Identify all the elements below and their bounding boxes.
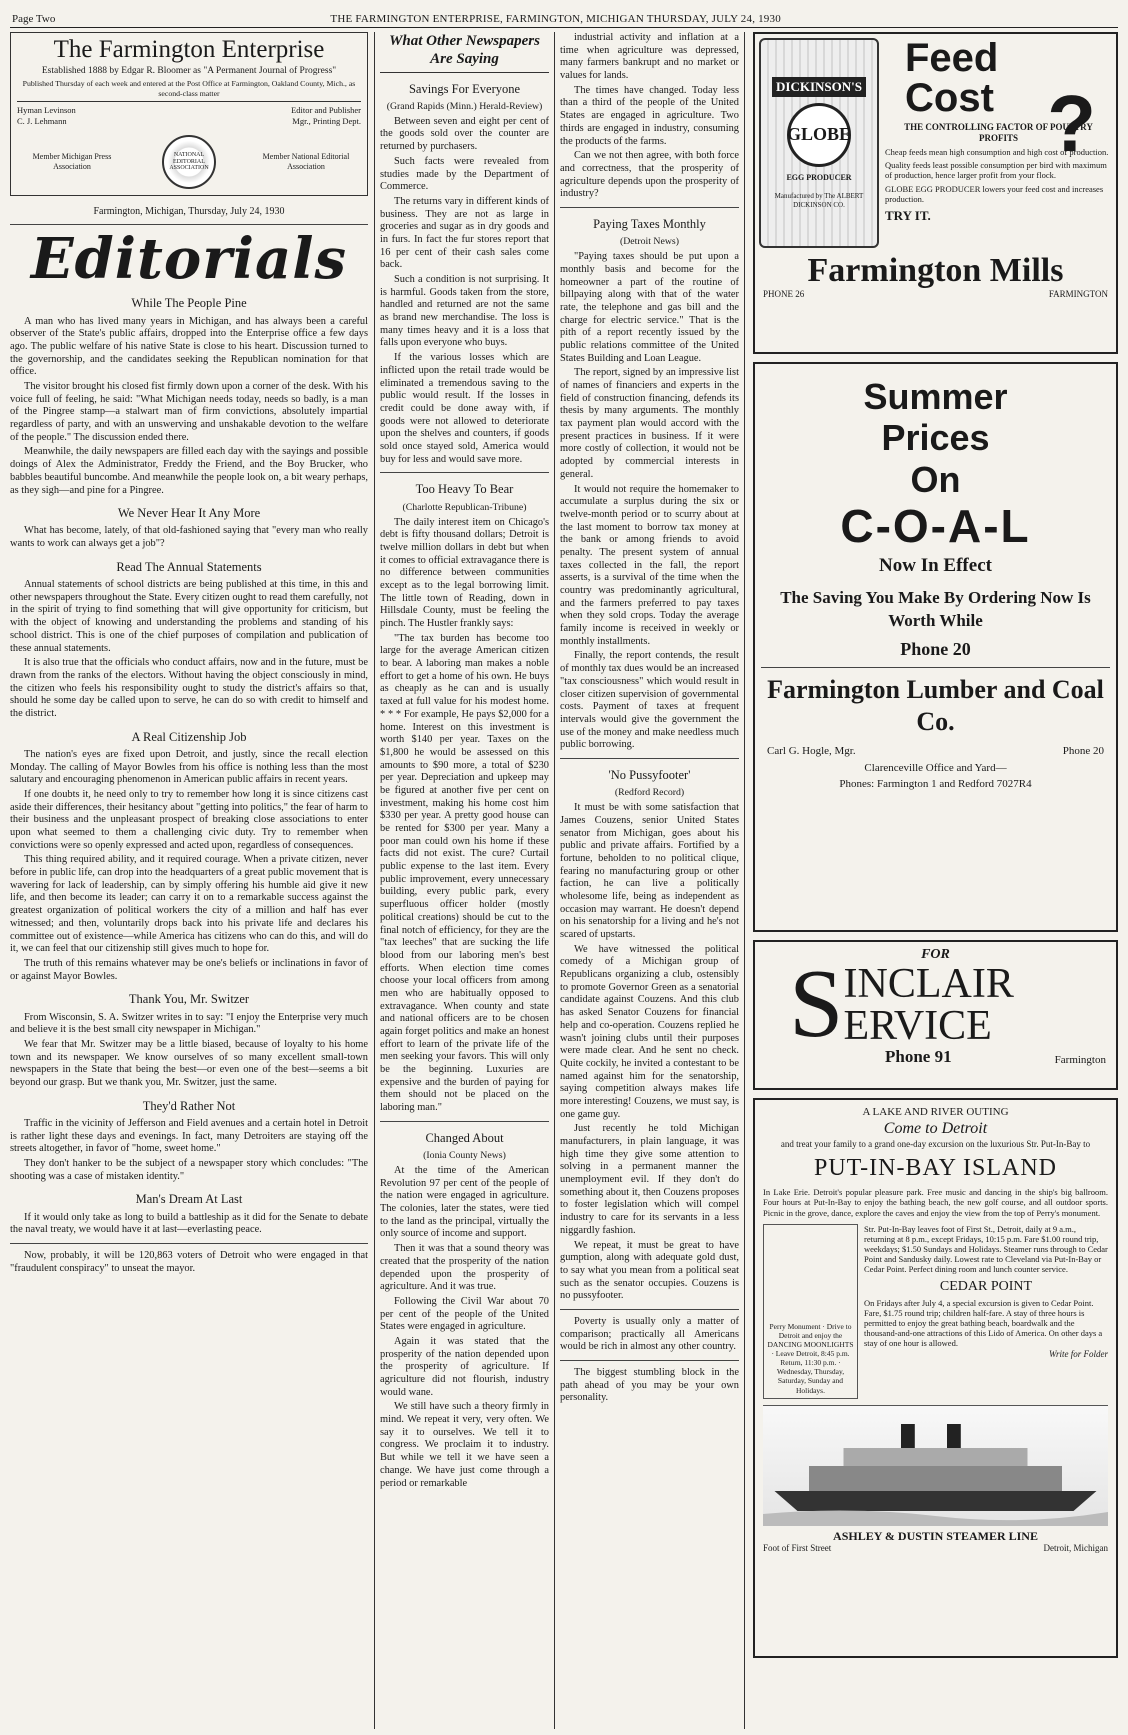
can-brand: DICKINSON'S (772, 77, 866, 97)
headline: Man's Dream At Last (135, 1192, 243, 1207)
masthead-established: Established 1888 by Edgar R. Bloomer as "A Permanent Journal of Progress" (41, 65, 337, 76)
paragraph: Poverty is usually only a matter of comparison; practically all Americans would be rich in almost any other country. (560, 1315, 739, 1353)
outing-line: A LAKE AND RIVER OUTING (862, 1106, 1009, 1118)
island-schedule: Str. Put-In-Bay leaves foot of First St., Detroit, daily at 9 a.m., returning at 8 p.m., except Fridays, 10:15 p.m. Fare $1.00 round trip, weekdays; $1.50 Sundays and Holidays. Steamer runs through to Cedar Point and Sandusky daily. Lowest rate to Cleveland via Put-In-Bay or Cedar Point. Perfect dining room and lunch counter service. (864, 1223, 1108, 1275)
headline: Read The Annual Statements (116, 559, 262, 574)
advertisements-column (745, 32, 1118, 1729)
staff-role: Mgr., Printing Dept. (292, 116, 361, 127)
paragraph: Finally, the report contends, the result of monthly tax dues would be an increased "tax consciousness" which would result in closer citizen supervision of governmental costs. Payment of taxes at frequent intervals would give the government the use of the money and make needless much public borrowing. (560, 650, 739, 751)
paragraph: If the various losses which are inflicted upon the retail trade would be eliminated a tremendous saving to the public would result. If the losses in credit could be done away with, if goods were not allowed to deteriorate upon the shelves and counters, if goods sold once stayed sold, America would buy for less and would save more. (380, 352, 549, 465)
coal-summer: Summer (863, 376, 1008, 417)
headline: Changed About (425, 1130, 504, 1145)
paragraph: We repeat, it must be great to have gumption, along with adequate gold dust, to say what you mean from a political seat such as the senator occupies. Couzens is no pussyfooter. (560, 1239, 739, 1302)
coal-office: Clarenceville Office and Yard— (864, 762, 1007, 775)
staff-role: Editor and Publisher (291, 105, 361, 116)
coal-word: C-O-A-L (840, 500, 1031, 553)
paragraph: This thing required ability, and it required courage. When a private citizen, never before in public life, can drop into the headquarters of a great public movement that is wavering for lack of leadership, can by simply offering his humble aid give it new life, and then become its leader; can carry it on to a remarkable success against the greatest organization of political workers the city of a million and half has ever witnessed; and then, voluntarily drops back into his private life and declares his committee out of existence—while America has citizens who can do this, and will do it, we can feel that our citizenship still gives much to hope for. (10, 854, 368, 955)
dateline: Farmington, Michigan, Thursday, July 24, 1930 (93, 206, 285, 218)
cost-headline: Cost (905, 76, 994, 120)
paragraph: Annual statements of school districts are being published at this time, in this and other newspapers throughout the State. Every citizen ought to read them carefully, not in the spirit of trying to find something that will give opportunity for criticism, but with the object of knowing and understanding the problems and standing of his school district. This is one of the chief purposes of compilation and publication of these annual statements. (10, 579, 368, 654)
paragraph: Traffic in the vicinity of Jefferson and Field avenues and a certain hotel in Detroit is rather light these days and evenings. In fact, many Detroiters are staying off the streets altogether, in favor of "home, sweet home." (10, 1117, 368, 1155)
feed-text: Quality feeds least possible consumption per bird with maximum of production, hence larger profit from your flock. (885, 160, 1107, 181)
coal-effect: Now In Effect (879, 555, 992, 577)
coal-mgr: Carl G. Hogle, Mgr. (767, 744, 856, 757)
coal-saving: The Saving You Make By Ordering Now Is Worth While (780, 587, 1091, 630)
headline: A Real Citizenship Job (131, 729, 247, 744)
coal-phone-big: Phone 20 (900, 638, 971, 659)
cedar-point: CEDAR POINT (939, 1278, 1033, 1294)
sinclair-word: INCLAIR (843, 961, 1014, 1008)
coal-phones: Phones: Farmington 1 and Redford 7027R4 (839, 777, 1032, 790)
staff-row-2 (17, 116, 361, 127)
staff-name: Hyman Levinson (17, 105, 76, 116)
moonlights-box (763, 1224, 858, 1399)
paragraph: We have witnessed the political comedy of a Michigan group of Republicans organizing a club, ostensibly to promote Governor Green as a senatorial candidate against Couzens. And this club has asked Senator Couzens for financial help and co-operation. Couzens replied he wasn't joining clubs until their purposes were made clear. And he sent no check. Quite cockily, he invited a contestant to be named against him for the senatorship, saying competition always makes life more interesting! Couzens, we must say, is one game guy. (560, 943, 739, 1120)
paragraph: The daily interest item on Chicago's debt is fifty thousand dollars; Detroit is twelve million dollars in debt but when it comes to official extravagance there is no difference between communities except as to the legal borrowing limit. The little town of Reading, down in Hillsdale County, must be feeling the pinch. The Hustler frankly says: (380, 516, 549, 630)
source-credit: (Grand Rapids (Minn.) Herald-Review) (386, 100, 543, 112)
paragraph: Such a condition is not surprising. It is harmful. Goods taken from the store, handled and returned are not the same as brand new merchandise. The loss is many times heavy and it is a loss that falls upon everyone who buys. (380, 274, 549, 349)
source-credit: (Charlotte Republican-Tribune) (402, 501, 527, 513)
steamer-foot: Foot of First Street (763, 1543, 832, 1554)
editorial-column (10, 32, 375, 1729)
farmington-mills: Farmington Mills (807, 252, 1064, 289)
sinclair-s: S (789, 950, 844, 1059)
paragraph: A man who has lived many years in Michigan, and has always been a careful observer of the State's public affairs, dropped into the Enterprise office a few days ago. The public welfare of his native State is close to his heart. Discussion turned to the governorship, and the candidates seeking the Republican nomination for that office. (10, 315, 368, 378)
paragraph: The visitor brought his closed fist firmly down upon a corner of the desk. With his voice full of feeling, he said: "What Michigan needs today, needs so badly, is a man of the Pingree stamp—a stalwart man of firm convictions, absolutely impartial regardless of party, and with an unswerving and unshakable devotion to the welfare of the people." The discussion ended there. (10, 381, 368, 443)
masthead-title: The Farmington Enterprise (53, 36, 325, 63)
try-it: TRY IT. (885, 207, 931, 223)
staff-name: C. J. Lehmann (17, 116, 67, 127)
paragraph: Again it was stated that the prosperity of the nation depended upon the prosperity of agriculture. If agriculture did not flourish, industry would wane. (380, 1335, 549, 1398)
headline: While The People Pine (131, 296, 247, 311)
paragraph: Now, probably, it will be 120,863 voters of Detroit who were engaged in that "fraudulent conspiracy" to unseat the mayor. (10, 1249, 368, 1274)
paragraph: industrial activity and inflation at a time when agriculture was depressed, many farmers bankrupt and no market or values for lands. (560, 32, 739, 82)
page-number: Page Two (12, 13, 56, 25)
headline: Too Heavy To Bear (415, 482, 514, 497)
coal-on: On (910, 458, 961, 500)
island-body: In Lake Erie. Detroit's popular pleasure park. Free music and dancing in the ship's big ballroom. Four hours at Put-In-Bay to enjoy the bathing beach, the new golf course, and all outdoor sports. Picnic in the grove, dance, explore the caves and enjoy the view from the top of Perry's monument. (763, 1187, 1108, 1218)
paragraph: Can we not then agree, with both force and correctness, that the prosperity of agriculture depends upon the prosperity of industry? (560, 150, 739, 200)
folio-bar (10, 8, 1118, 28)
paragraph: What has become, lately, of that old-fashioned saying that "every man who really wants to work can always get a job"? (10, 525, 368, 550)
paragraph: Meanwhile, the daily newspapers are filled each day with the sayings and possible doings of Alex the Administrator, Freddy the Friend, and the Boy Brucker, who babbles beautiful buncombe. And meanwhile the people look on, a bit weary perhaps, as they sigh—and pine for a Pingree. (10, 446, 368, 496)
sinclair-phone: Phone 91 (885, 1047, 952, 1067)
paragraph: It would not require the homemaker to accumulate a surplus during the six or twelve-month period or to scurry about at the last moment to borrow tax money at the bank or among friends to avoid penalty. The present system of annual taxes collected in the fall, the report asserts, is a survival of the time when the country was predominantly agricultural, and the farmers preferred to pay taxes when they sold crops. Today the average family income is received in weekly or monthly installments. (560, 483, 739, 647)
feed-can-illustration (759, 38, 879, 248)
lumber-company: Farmington Lumber and Coal Co. (767, 674, 1104, 737)
paragraph: We still have such a theory firmly in mind. We repeat it very, very often. We say it to ourselves. We tell it to congress. We proclaim it to industry. But while we tell it we have seen a change. We have just come through a period or remarkable (380, 1401, 549, 1489)
paragraph: It must be with some satisfaction that James Couzens, senior United States senator from Michigan, goes about his public and private affairs. Fortified by a fortune, beholden to no political clique, fearing no manufacturing group or other faction, he can live a politically wholesome life, being as independent as occasion may warrant. He doesn't depend on his senatorship for a living and he's not scared of upstarts. (560, 802, 739, 940)
paragraph: If one doubts it, he need only to try to remember how long it is since citizens cast aside their differences, their hesitancy about "getting into politics," the fear of harm to their business and the unpleasant prospect of breaking close associations to enter upon what seemed to them a challenging civic duty. Try to remember when convictions were so openly expressed and acted upon, regardless of consequences. (10, 788, 368, 851)
source-credit: (Ionia County News) (423, 1150, 506, 1162)
put-in-bay-ad (753, 1098, 1118, 1658)
steamer-city: Detroit, Michigan (1043, 1543, 1108, 1554)
paragraph: At the time of the American Revolution 97 per cent of the people of the nation were engaged in agriculture. The colonies, later the states, were tied to the land as the principal, virtually the only source of income and support. (380, 1165, 549, 1240)
mills-phone: PHONE 26 (763, 289, 805, 300)
other-newspapers-column-2 (555, 32, 745, 1729)
masthead-published: Published Thursday of each week and entered at the Post Office at Farmington, Oakland County, Mich., as second-class matter (17, 79, 361, 102)
source-credit: (Redford Record) (614, 787, 685, 799)
associations (17, 135, 361, 189)
paragraph: It is also true that the officials who conduct affairs, now and in the future, must be drawn from the ranks of the electors. Without having the object consciously in mind, the citizen who feels his responsibility ought to study the district's affairs so that, should he some day be called upon to serve, he can do so with credit to himself and the district. (10, 657, 368, 719)
feed-text: Cheap feeds mean high consumption and high cost of production. (885, 146, 1109, 157)
section-heading: What Other Newspapers Are Saying (380, 32, 549, 73)
sinclair-ad (753, 940, 1118, 1090)
assoc-michigan: Member Michigan Press Association (32, 152, 112, 172)
come-detroit: Come to Detroit (883, 1120, 988, 1138)
source-credit: (Detroit News) (619, 236, 680, 248)
island-name: PUT-IN-BAY ISLAND (813, 1154, 1058, 1181)
ship-icon (763, 1406, 1108, 1526)
paragraph: The nation's eyes are fixed upon Detroit, and justly, since the recall election Monday. The calling of Mayor Bowles from his office is nothing less than the most salutary and encouraging phenomenon in American public affairs in recent years. (10, 748, 368, 786)
paragraph: The biggest stumbling block in the path ahead of you may be your own personality. (560, 1367, 739, 1404)
coal-prices: Prices (881, 417, 990, 459)
headline: Thank You, Mr. Switzer (128, 992, 250, 1007)
paragraph: From Wisconsin, S. A. Switzer writes in to say: "I enjoy the Enterprise very much and believe it is the best small city newspaper in Michigan." (10, 1011, 368, 1036)
headline: 'No Pussyfooter' (608, 767, 691, 782)
feed-text: GLOBE EGG PRODUCER lowers your feed cost and increases production. (885, 183, 1104, 204)
headline: Savings For Everyone (408, 81, 521, 96)
feed-headline: Feed (905, 36, 999, 80)
paragraph: "Paying taxes should be put upon a monthly basis and become for the homeowner a part of the routine of billpaying along with that of the water rate, the telephone and gas bill and the charge for electric service." That is the pith of a report recently issued by the public relations committee of the United States Building and Loan League. (560, 251, 739, 364)
sinclair-town: Farmington (1054, 1054, 1106, 1067)
feed-cost-ad (753, 32, 1118, 354)
paragraph: The times have changed. Today less than a third of the people of the United States are engaged in agriculture. Two thirds are engaged in industry, consuming the products of the farms. (560, 84, 739, 147)
sinclair-for: FOR (921, 947, 950, 962)
steamer-line: ASHLEY & DUSTIN STEAMER LINE (833, 1528, 1038, 1543)
coal-phone: Phone 20 (1062, 744, 1104, 757)
folder-link: Write for Folder (1049, 1348, 1108, 1359)
paragraph: Then it was that a sound theory was created that the prosperity of the nation depended upon the prosperity of agriculture. And it was true. (380, 1243, 549, 1293)
paragraph: If it would only take as long to build a battleship as it did for the Senate to debate the naval treaty, we would have it at last—everlasting peace. (10, 1211, 368, 1236)
paragraph: The truth of this remains whatever may be one's beliefs or inclinations in favor of or against Mayor Bowles. (10, 957, 368, 982)
headline: They'd Rather Not (142, 1098, 236, 1113)
headline: Paying Taxes Monthly (593, 216, 706, 231)
question-mark-icon: ? (1047, 79, 1096, 168)
assoc-national: Member National Editorial Association (262, 152, 350, 172)
paragraph: Following the Civil War about 70 per cent of the people of the United States were engaged in agriculture. (380, 1295, 549, 1333)
moonlights-text: Perry Monument · Drive to Detroit and enjoy the DANCING MOONLIGHTS · Leave Detroit, 8:45 p.m. Return, 11:30 p.m. · Wednesday, Thursday, Saturday, Sunday and Holidays. (767, 1321, 854, 1395)
paragraph: Between seven and eight per cent of the goods sold over the counter are returned by purchasers. (380, 115, 549, 153)
paragraph: Just recently he told Michigan manufacturers, in plain language, it was high time they give some attention to solving in a permanent manner the unemployment evil. If they don't do something about it, then Couzens proposes to foster legislation which will compel industry to care for its servants in a less niggardly fashion. (560, 1123, 739, 1236)
cedar-text: On Fridays after July 4, a special excursion is given to Cedar Point. Fare, $1.75 round trip; children half-fare. A stay of three hours is permitted to enjoy the great bathing beach, boardwalk and the thousand-and-one attractions of this Lido of America. On other days a stay of one hour is allowed. (864, 1297, 1103, 1349)
headline: We Never Hear It Any More (117, 506, 261, 521)
staff-row-1 (17, 105, 361, 116)
paragraph: They don't hanker to be the subject of a newspaper story which concludes: "The shooting was a case of mistaken identity." (10, 1157, 368, 1182)
paragraph: "The tax burden has become too large for the average American citizen to bear. A laboring man makes a noble effort to get a home of his own. He buys as cheaply as he can and is usually taxed at full value for his modest home. * * * For example, He pays $2,000 for a home. Interest on this investment is worth $140 per year. Taxes on the $1,800 he would be assessed on this amounts to $90 more, a total of $230 per year. Depreciation and upkeep may be figured at another five per cent on investment, making his home cost him $330 per year. A pretty good house can be rented for $300 per year. Many a poor man could own his home if these facts did not exist. The cure? Curtail public expense to the last item. Every public improvement, every unnecessary building, every public park, every superfluous officer holder (mostly political creations) should be cut to the final notch of efficiency, for they are the "tax leeches" that are sucking the life blood from our laboring men's best efforts. When election time comes choose your local officers from among men who are habitually opposed to extravagance. When county and state and national officers are to be chosen again forget politics and make an honest effort to learn of the private life of the men seeking your favors. This will only be the beginning. Luxuries are expensive and the burden of paying for them should not be placed on the laboring man." (380, 632, 549, 1114)
globe-icon: GLOBE (787, 103, 851, 167)
paragraph: We fear that Mr. Switzer may be a little biased, because of loyalty to his home town and its newspaper. We know ourselves of so many excellent small-town newspapers in the State that being the best—or even one of the best—seems a bit beyond our grasp. But we thank you, Mr. Switzer, just the same. (10, 1038, 368, 1088)
can-maker: Manufactured by The ALBERT DICKINSON CO. (774, 192, 864, 209)
treat-family: and treat your family to a grand one-day excursion on the luxurious Str. Put-In-Bay to (780, 1138, 1091, 1149)
other-newspapers-column (375, 32, 555, 1729)
association-seal-icon: NATIONAL EDITORIAL ASSOCIATION (162, 135, 216, 189)
steamer-illustration (763, 1405, 1108, 1525)
coal-ad (753, 362, 1118, 932)
paragraph: The report, signed by an impressive list of names of financiers and experts in the field of construction financing, defends its thesis by many arguments. The monthly tax payment plan would accord with the present practices in business. If it were more costly of collection, it would not be adopted by commercial interests in general. (560, 367, 739, 480)
feed-sub: THE CONTROLLING FACTOR OF POULTRY PROFITS (904, 122, 1093, 143)
paragraph: Such facts were revealed from studies made by the Department of Commerce. (380, 155, 549, 193)
editorials-banner: Editorials (30, 226, 348, 293)
can-product: EGG PRODUCER (786, 172, 852, 182)
folio-title: THE FARMINGTON ENTERPRISE, FARMINGTON, MICHIGAN THURSDAY, JULY 24, 1930 (330, 13, 781, 25)
mills-town: FARMINGTON (1048, 289, 1108, 300)
paragraph: The returns vary in different kinds of business. They are not as large in groceries and sugar as in dry goods and in furs. In fact the fur stores report that 16 per cent of their cash sales come back. (380, 195, 549, 271)
service-word: ERVICE (843, 1003, 992, 1050)
masthead (10, 32, 368, 196)
